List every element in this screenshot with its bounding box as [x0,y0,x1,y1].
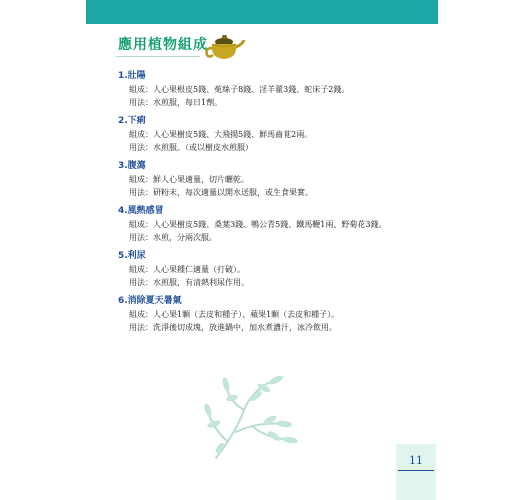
line-label: 用法： [129,278,153,287]
recipe-heading: 5.利尿 [118,251,146,261]
recipe-item [118,160,418,199]
line-text: 水煎服，有清熱利尿作用。 [153,278,249,287]
recipe-item [118,205,418,244]
composition-line [118,263,418,276]
composition-line [118,128,418,141]
recipe-heading: 1.壯陽 [118,71,146,81]
line-text: 鮮人心果適量，切片曬乾。 [153,175,249,184]
line-label: 組成： [129,175,153,184]
usage-line [118,96,418,109]
line-text: 人心果樹皮5錢、大飛揚5錢、鮮馬齒莧2兩。 [153,130,313,139]
recipe-heading: 3.腹瀉 [118,161,146,171]
line-label: 組成： [129,220,153,229]
composition-line [118,308,418,321]
line-label: 用法： [129,98,153,107]
recipe-heading: 6.消除夏天暑氣 [118,296,182,306]
composition-line [118,173,418,186]
recipe-list [118,70,418,340]
line-text: 水煎服，每日1劑。 [153,98,223,107]
line-label: 組成： [129,310,153,319]
title-underline [116,56,200,57]
line-text: 人心果樹皮5錢、桑葉3錢、鴨公青5錢、鐵馬鞭1兩、野菊花3錢。 [153,220,387,229]
section-title: 應用植物組成 [118,37,208,53]
composition-line [118,218,418,231]
line-label: 用法： [129,143,153,152]
page-number-tab [396,444,436,500]
recipe-item [118,115,418,154]
line-text: 人心果1顆（去皮和種子）、蘋果1顆（去皮和種子）。 [153,310,340,319]
usage-line [118,141,418,154]
usage-line [118,276,418,289]
recipe-item [118,250,418,289]
line-label: 組成： [129,85,153,94]
line-text: 人心果根皮5錢、菟絲子8錢、淫羊藿3錢、蛇床子2錢。 [153,85,350,94]
line-label: 組成： [129,130,153,139]
recipe-item [118,70,418,109]
teapot-icon [202,30,246,62]
usage-line [118,321,418,334]
plant-sprig-icon [186,372,304,460]
page-number: 11 [409,454,423,467]
header-bar [86,0,438,24]
usage-line [118,186,418,199]
composition-line [118,83,418,96]
line-text: 研粉末，每次適量以開水送服，或生食果實。 [153,188,313,197]
line-label: 用法： [129,233,153,242]
line-text: 水煎服。（或以樹皮水煎服） [153,143,253,152]
page-number-underline [398,470,434,471]
line-text: 人心果種仁適量（打破）。 [153,265,245,274]
line-text: 洗淨後切成塊，放進鍋中，加水煮濃汁，冰冷飲用。 [153,323,337,332]
line-label: 用法： [129,323,153,332]
recipe-heading: 4.風熱感冒 [118,206,164,216]
line-label: 組成： [129,265,153,274]
line-label: 用法： [129,188,153,197]
recipe-heading: 2.下痢 [118,116,146,126]
line-text: 水煎，分兩次服。 [153,233,217,242]
usage-line [118,231,418,244]
recipe-item [118,295,418,334]
